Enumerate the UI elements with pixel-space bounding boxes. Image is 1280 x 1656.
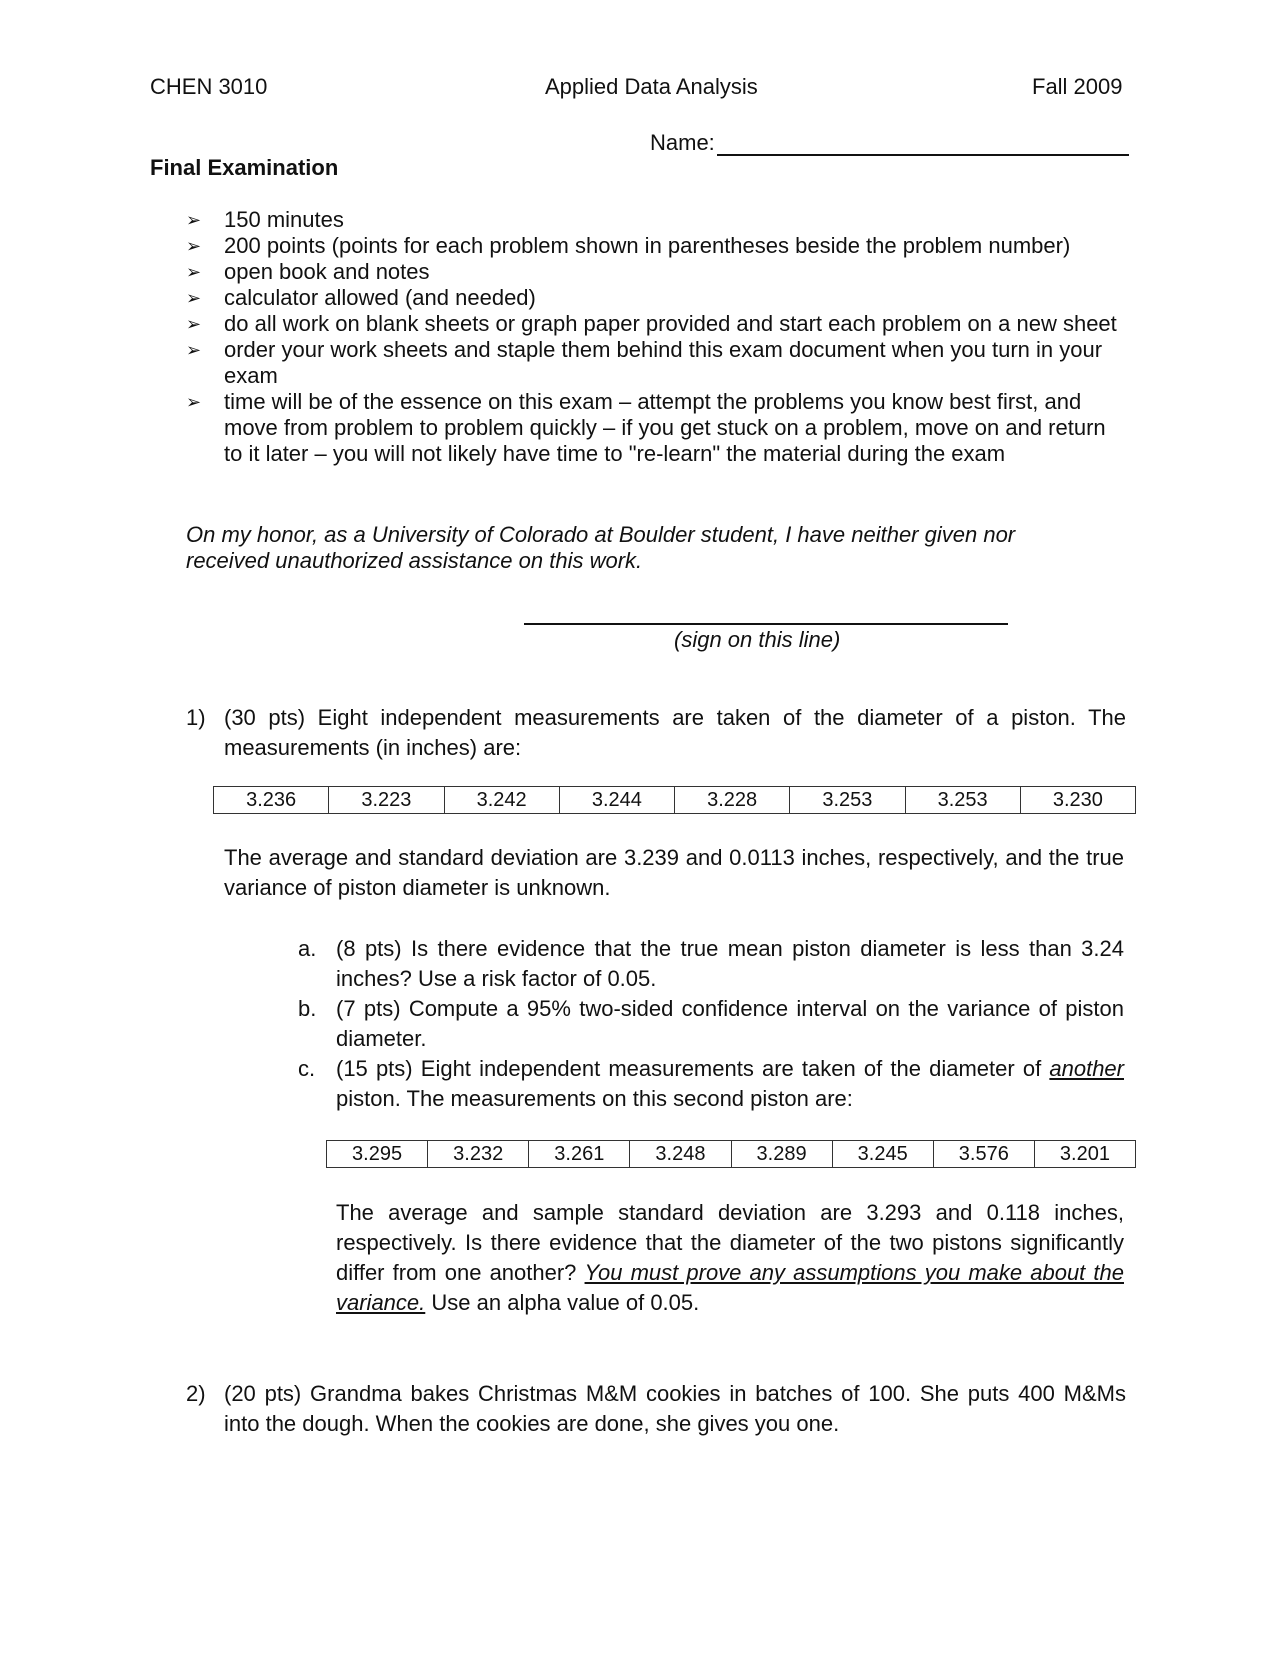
- measurement-cell: 3.236: [214, 787, 329, 814]
- instruction-item: ➢ do all work on blank sheets or graph paper provided and start each problem on a new sheet: [186, 311, 1117, 336]
- signature-line: [524, 623, 1008, 625]
- table-row: [327, 1141, 1136, 1168]
- measurement-cell: 3.223: [329, 787, 444, 814]
- part-b: [298, 994, 1124, 1054]
- measurement-cell: 3.248: [630, 1141, 731, 1168]
- exam-title: Final Examination: [150, 155, 339, 180]
- course-title: Applied Data Analysis: [545, 74, 758, 99]
- measurement-cell: 3.576: [933, 1141, 1034, 1168]
- measurement-cell: 3.232: [428, 1141, 529, 1168]
- part-c-text-1: (15 pts) Eight independent measurements are taken of the diameter of: [336, 1056, 1050, 1081]
- part-a-text: (8 pts) Is there evidence that the true mean piston diameter is less than 3.24 inches? Use a risk factor of 0.05.: [336, 936, 1124, 991]
- instruction-item: ➢ calculator allowed (and needed): [186, 285, 536, 310]
- problem-2-number: 2): [186, 1381, 206, 1406]
- arrow-bullet-icon: ➢: [186, 262, 202, 282]
- instruction-item: ➢ 150 minutes: [186, 207, 344, 232]
- measurement-cell: 3.245: [832, 1141, 933, 1168]
- instruction-item: ➢ time will be of the essence on this exam – attempt the problems you know best first, and move from problem to problem quickly – if you get stuck on a problem, move on and return to it later – you will not likely have time to "re-learn" the material during the exam: [186, 389, 1106, 466]
- honor-pledge: On my honor, as a University of Colorado at Boulder student, I have neither given nor received unauthorized assistance on this work.: [186, 522, 1016, 573]
- part-c: [298, 1054, 1124, 1114]
- problem-1-summary: The average and standard deviation are 3.239 and 0.0113 inches, respectively, and the true variance of piston diameter is unknown.: [224, 845, 1124, 900]
- instruction-item: ➢ 200 points (points for each problem shown in parentheses beside the problem number): [186, 233, 1071, 258]
- measurement-cell: 3.295: [327, 1141, 428, 1168]
- table-row: [214, 787, 1136, 814]
- part-b-label: b.: [298, 996, 317, 1021]
- part-a-label: a.: [298, 936, 317, 961]
- course-code: CHEN 3010: [150, 74, 268, 99]
- problem-1-text: (30 pts) Eight independent measurements are taken of the diameter of a piston. The measurements (in inches) are:: [224, 705, 1126, 760]
- instruction-item: ➢ open book and notes: [186, 259, 430, 284]
- part-c-followup-emphasis: You must prove any assumptions you make about the variance.: [336, 1260, 1124, 1315]
- part-c-label: c.: [298, 1056, 316, 1081]
- arrow-bullet-icon: ➢: [186, 314, 202, 334]
- arrow-bullet-icon: ➢: [186, 210, 202, 230]
- part-a: [298, 934, 1124, 994]
- part-c-text-2: piston. The measurements on this second piston are:: [336, 1086, 853, 1111]
- name-field: [650, 128, 1129, 156]
- measurement-cell: 3.289: [731, 1141, 832, 1168]
- part-c-followup-text-2: Use an alpha value of 0.05.: [425, 1290, 700, 1315]
- measurement-cell: 3.228: [675, 787, 790, 814]
- measurement-cell: 3.244: [559, 787, 674, 814]
- term: Fall 2009: [1032, 74, 1123, 99]
- measurement-cell: 3.253: [790, 787, 905, 814]
- arrow-bullet-icon: ➢: [186, 340, 202, 360]
- measurement-cell: 3.201: [1034, 1141, 1135, 1168]
- measurements-table-2: [326, 1140, 1136, 1168]
- arrow-bullet-icon: ➢: [186, 392, 202, 412]
- part-b-text: (7 pts) Compute a 95% two-sided confidence interval on the variance of piston diameter.: [336, 996, 1124, 1051]
- name-blank-line: [717, 128, 1129, 156]
- measurements-table-1: [213, 786, 1136, 814]
- measurement-cell: 3.261: [529, 1141, 630, 1168]
- measurement-cell: 3.230: [1020, 787, 1135, 814]
- problem-2-text: (20 pts) Grandma bakes Christmas M&M cookies in batches of 100. She puts 400 M&Ms into the dough. When the cookies are done, she gives you one.: [224, 1381, 1126, 1436]
- name-label: Name:: [650, 130, 715, 155]
- measurement-cell: 3.253: [905, 787, 1020, 814]
- arrow-bullet-icon: ➢: [186, 288, 202, 308]
- instruction-item: ➢ order your work sheets and staple them behind this exam document when you turn in your exam: [186, 337, 1103, 388]
- signature-label: (sign on this line): [674, 627, 841, 652]
- part-c-emphasis: another: [1049, 1056, 1124, 1081]
- arrow-bullet-icon: ➢: [186, 236, 202, 256]
- part-c-followup: [336, 1198, 1124, 1318]
- problem-1-parts: [298, 934, 1124, 1114]
- part-c-followup-text-1: The average and sample standard deviation are 3.293 and 0.118 inches, respectively. Is there evidence that the diameter of the two pistons significantly differ from one another?: [336, 1200, 1124, 1285]
- instructions-list: [186, 207, 1126, 467]
- problem-2: [186, 1379, 1126, 1439]
- measurement-cell: 3.242: [444, 787, 559, 814]
- problem-1: [186, 703, 1126, 763]
- problem-1-number: 1): [186, 705, 206, 730]
